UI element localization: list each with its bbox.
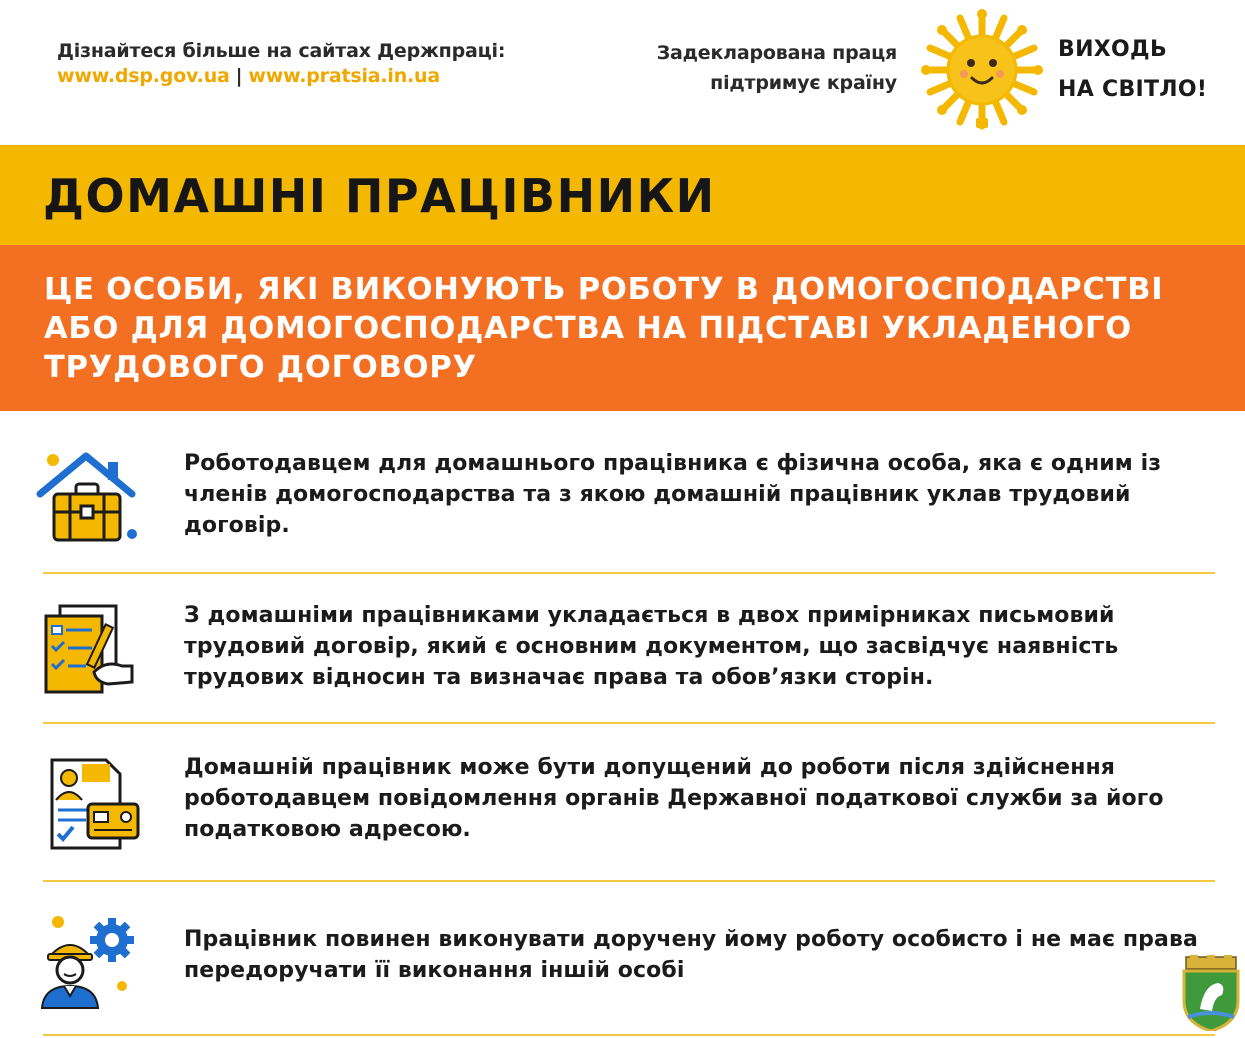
city-crest-icon [1178, 955, 1244, 1031]
brand-text [1058, 30, 1207, 110]
page-title: ДОМАШНІ ПРАЦІВНИКИ [43, 169, 716, 223]
link-dsp[interactable]: www.dsp.gov.ua [57, 65, 230, 87]
item-text-personal-work: Працівник повинен виконувати доручену йому роботу особисто і не має права передоручати її виконання іншій особі [184, 927, 1198, 983]
slogan-line-1: Задекларована праця [656, 42, 897, 64]
definition-band [0, 245, 1245, 411]
house-briefcase-icon [36, 450, 142, 550]
slogan [657, 38, 897, 98]
learn-more-block [57, 39, 505, 89]
divider [43, 1034, 1215, 1036]
divider [43, 880, 1215, 882]
link-pratsia[interactable]: www.pratsia.in.ua [248, 65, 441, 87]
site-links [57, 64, 505, 89]
item-text-employer: Роботодавцем для домашнього працівника є фізична особа, яка є одним із членів домогосподарства та з якою домашній працівник уклав трудовий договір. [184, 451, 1162, 538]
item-text-notification: Домашній працівник може бути допущений до роботи після здійснення роботодавцем повідомлення органів Державної податкової служби за його податковою адресою. [184, 755, 1164, 842]
item-text-contract: З домашніми працівниками укладається в двох примірниках письмовий трудовий договір, який є основним документом, що засвідчує наявність трудових відносин та визначає права та обов’язки сторін. [184, 603, 1119, 690]
contract-signing-icon [36, 602, 142, 702]
divider [43, 722, 1215, 724]
brand-line-1: ВИХОДЬ [1058, 37, 1168, 62]
worker-gear-icon [36, 912, 142, 1012]
document-card-icon [36, 754, 142, 854]
title-band [0, 145, 1245, 245]
brand-line-2: НА СВІТЛО! [1058, 77, 1208, 102]
learn-more-text: Дізнайтеся більше на сайтах Держпраці: [57, 40, 506, 62]
definition-text: ЦЕ ОСОБИ, ЯКІ ВИКОНУЮТЬ РОБОТУ В ДОМОГОСПОДАРСТВІ АБО ДЛЯ ДОМОГОСПОДАРСТВА НА ПІДСТАВІ УКЛАДЕНОГО ТРУДОВОГО ДОГОВОРУ [44, 272, 1164, 385]
link-separator: | [235, 65, 243, 87]
sun-logo-icon [918, 8, 1046, 132]
slogan-line-2: підтримує країну [710, 72, 897, 94]
divider [43, 572, 1215, 574]
header [0, 0, 1245, 145]
